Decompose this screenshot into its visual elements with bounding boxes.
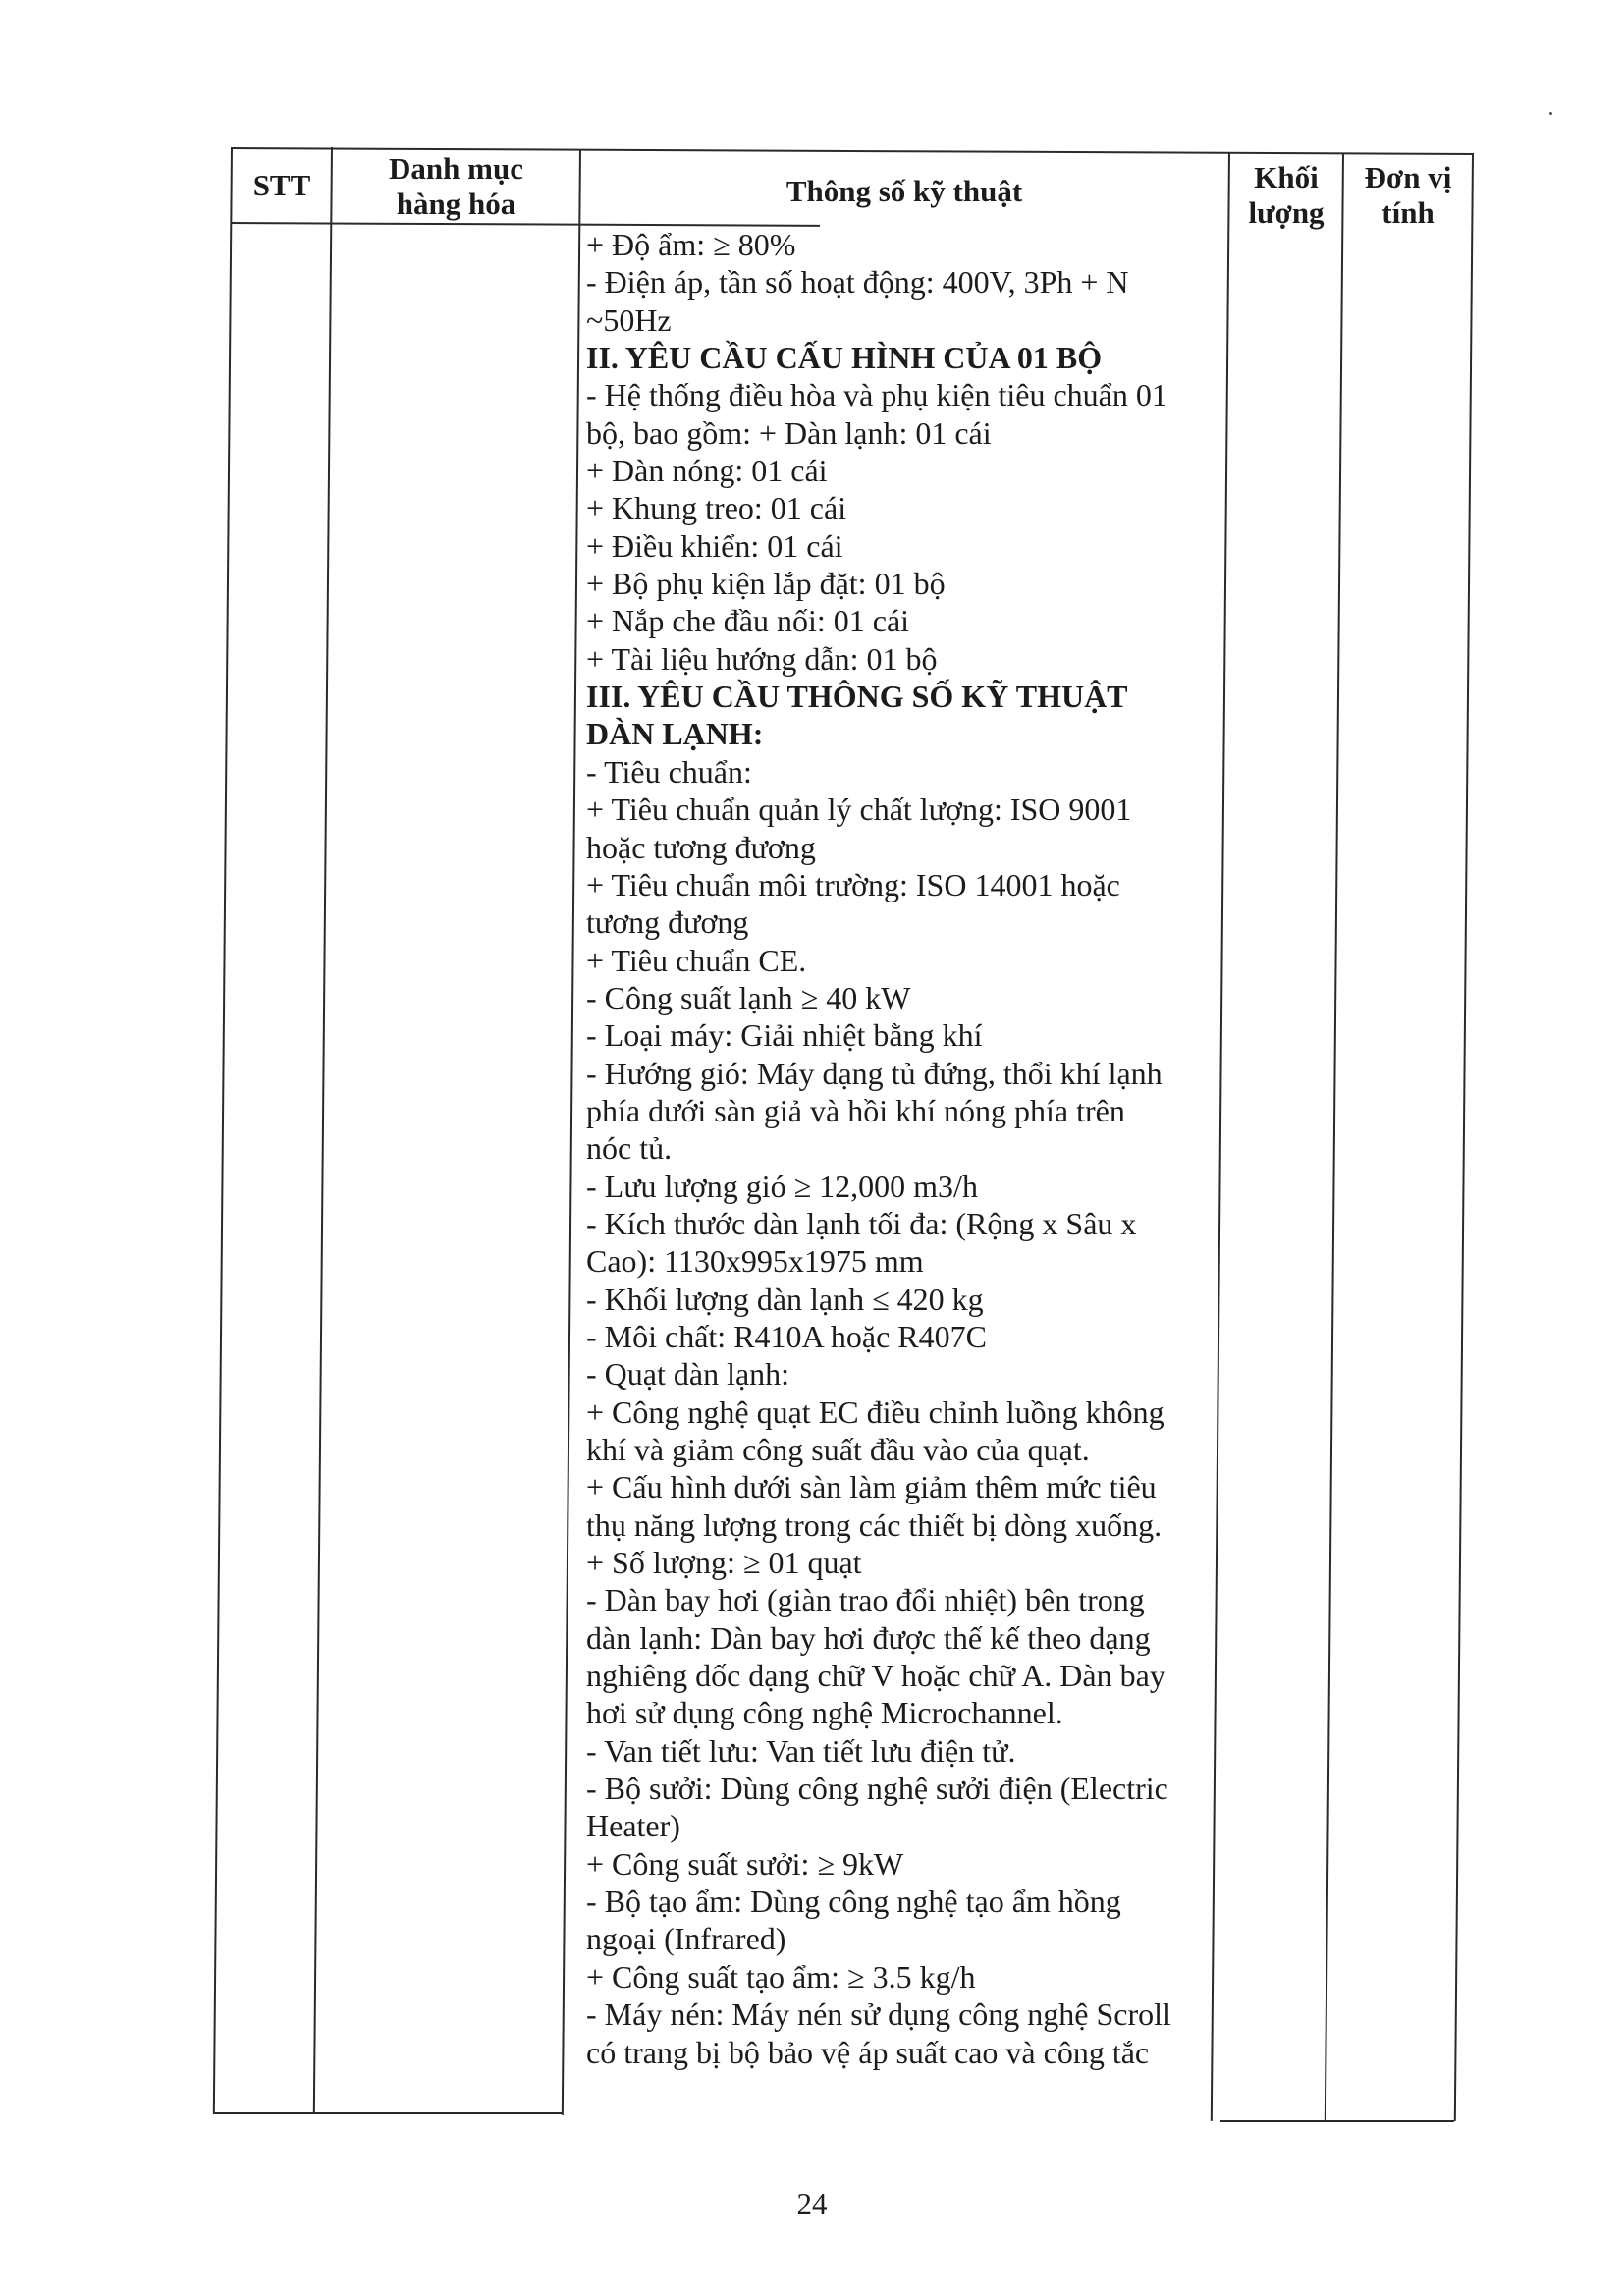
spec-line: - Hướng gió: Máy dạng tủ đứng, thổi khí lạnh xyxy=(586,1055,1163,1091)
spec-section-heading: II. YÊU CẦU CẤU HÌNH CỦA 01 BỘ xyxy=(586,340,1103,376)
spec-line: - Van tiết lưu: Van tiết lưu điện tử. xyxy=(586,1732,1016,1769)
spec-line: + Công suất sưởi: ≥ 9kW xyxy=(586,1845,904,1882)
spec-line: + Tiêu chuẩn CE. xyxy=(586,942,807,978)
spec-section-heading: III. YÊU CẦU THÔNG SỐ KỸ THUẬT xyxy=(586,679,1128,715)
spec-line: - Máy nén: Máy nén sử dụng công nghệ Scroll xyxy=(586,1996,1171,2033)
spec-line: + Điều khiển: 01 cái xyxy=(586,527,843,564)
spec-line: + Nắp che đầu nối: 01 cái xyxy=(586,603,910,639)
header-specifications xyxy=(581,152,1227,231)
spec-line: + Độ ẩm: ≥ 80% xyxy=(586,227,796,262)
header-unit xyxy=(1345,157,1471,234)
spec-line: + Khung treo: 01 cái xyxy=(586,490,847,526)
spec-line: dàn lạnh: Dàn bay hơi được thế kế theo dạng xyxy=(586,1619,1151,1656)
spec-section-heading: DÀN LẠNH: xyxy=(586,716,764,752)
table-bottom-border-right xyxy=(1220,2120,1454,2122)
spec-line: - Khối lượng dàn lạnh ≤ 420 kg xyxy=(586,1281,984,1317)
spec-line: nghiêng dốc dạng chữ V hoặc chữ A. Dàn bay xyxy=(586,1658,1165,1694)
spec-line: - Bộ sưởi: Dùng công nghệ sưởi điện (Electric xyxy=(586,1771,1168,1807)
spec-line: - Điện áp, tần số hoạt động: 400V, 3Ph + N xyxy=(586,264,1129,301)
column-line-right-edge xyxy=(1454,153,1474,2121)
spec-line: Heater) xyxy=(586,1808,680,1844)
header-quantity-text: Khối lượng xyxy=(1248,160,1325,230)
spec-line: Cao): 1130x995x1975 mm xyxy=(586,1243,924,1280)
spec-line: - Quạt dàn lạnh: xyxy=(586,1356,790,1393)
spec-line: + Tiêu chuẩn môi trường: ISO 14001 hoặc xyxy=(586,866,1120,902)
spec-line: + Tiêu chuẩn quản lý chất lượng: ISO 9001 xyxy=(586,792,1132,828)
spec-line: + Dàn nóng: 01 cái xyxy=(586,453,828,489)
spec-line: nóc tủ. xyxy=(586,1130,673,1167)
spec-line: tương đương xyxy=(586,904,749,941)
column-line-category xyxy=(562,149,581,2115)
spec-line: + Số lượng: ≥ 01 quạt xyxy=(586,1545,862,1581)
header-specifications-text: Thông số kỹ thuật xyxy=(785,174,1023,208)
column-line-left-edge xyxy=(213,147,233,2113)
spec-line: ngoại (Infrared) xyxy=(586,1921,786,1957)
spec-line: có trang bị bộ bảo vệ áp suất cao và công tắc xyxy=(586,2034,1150,2070)
spec-line: + Cấu hình dưới sàn làm giảm thêm mức tiêu xyxy=(586,1469,1157,1505)
header-item-category-text: Danh mục hàng hóa xyxy=(389,151,523,221)
column-line-stt xyxy=(313,147,333,2113)
spec-line: - Tiêu chuẩn: xyxy=(586,753,752,790)
spec-line: khí và giảm công suất đầu vào của quạt. xyxy=(586,1432,1090,1467)
spec-line: - Môi chất: R410A hoặc R407C xyxy=(586,1318,987,1354)
spec-line: bộ, bao gồm: + Dàn lạnh: 01 cái xyxy=(586,414,992,451)
page-number: 24 xyxy=(796,2186,828,2220)
spec-line: + Công suất tạo ẩm: ≥ 3.5 kg/h xyxy=(586,1958,976,1995)
header-unit-text: Đơn vị tính xyxy=(1364,160,1452,230)
spec-line: hoặc tương đương xyxy=(586,829,816,865)
spec-line: - Công suất lạnh ≥ 40 kW xyxy=(586,979,911,1015)
spec-line: - Loại máy: Giải nhiệt bằng khí xyxy=(586,1017,983,1054)
spec-line: - Kích thước dàn lạnh tối đa: (Rộng x Sâu x xyxy=(586,1205,1137,1241)
header-stt-text: STT xyxy=(252,168,311,202)
scan-speck xyxy=(1549,112,1552,115)
spec-line: + Công nghệ quạt EC điều chỉnh luồng không xyxy=(586,1394,1164,1430)
header-item-category xyxy=(333,147,579,226)
spec-line: - Dàn bay hơi (giàn trao đổi nhiệt) bên trong xyxy=(586,1582,1145,1618)
spec-line: thụ năng lượng trong các thiết bị dòng xuống. xyxy=(586,1506,1163,1543)
header-quantity xyxy=(1231,157,1341,234)
table-bottom-border-left xyxy=(213,2112,562,2114)
spec-line: + Tài liệu hướng dẫn: 01 bộ xyxy=(586,640,938,677)
spec-line: ~50Hz xyxy=(586,301,672,338)
spec-line: - Hệ thống điều hòa và phụ kiện tiêu chuẩn 01 xyxy=(586,377,1167,413)
spec-line: hơi sử dụng công nghệ Microchannel. xyxy=(586,1695,1063,1731)
header-stt xyxy=(233,149,331,222)
spec-line: - Bộ tạo ẩm: Dùng công nghệ tạo ẩm hồng xyxy=(586,1884,1121,1920)
spec-line: - Lưu lượng gió ≥ 12,000 m3/h xyxy=(586,1168,978,1204)
technical-spec-cell xyxy=(586,226,1215,2071)
column-line-quantity xyxy=(1325,153,1344,2121)
spec-line: phía dưới sàn giả và hồi khí nóng phía trên xyxy=(586,1092,1125,1128)
spec-line: + Bộ phụ kiện lắp đặt: 01 bộ xyxy=(586,566,946,602)
